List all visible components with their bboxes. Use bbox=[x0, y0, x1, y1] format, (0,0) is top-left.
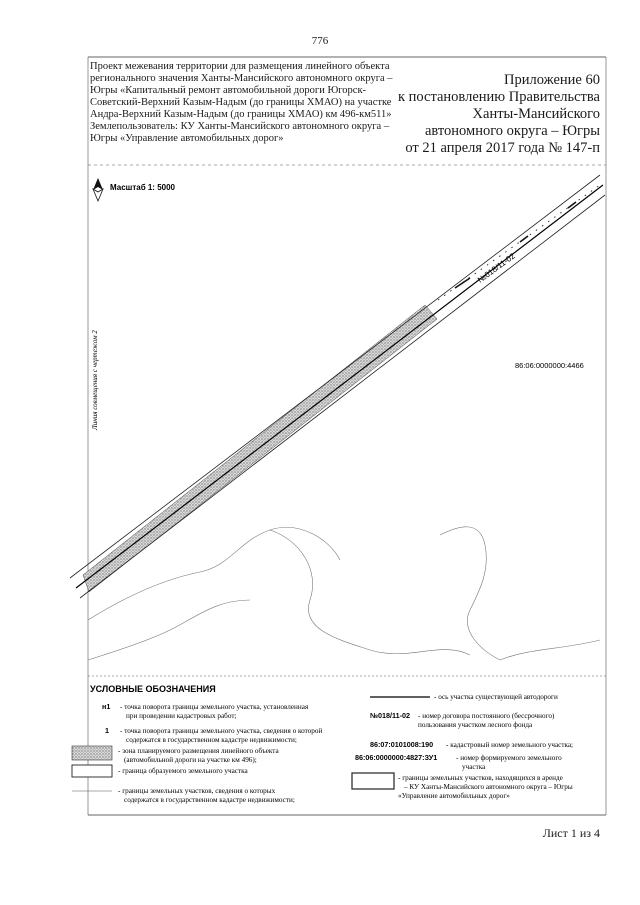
planned-road-zone bbox=[83, 305, 437, 592]
legend-right-item-1: - ось участка существующей автодороги bbox=[434, 693, 558, 701]
legend-item-3-line-1: - зона планируемого размещения линейного объекта bbox=[118, 747, 279, 755]
legend-right-code-4: 86:06:0000000:4827:ЗУ1 bbox=[355, 753, 438, 762]
legend-marker-1: 1 bbox=[105, 726, 109, 735]
road-axis-line bbox=[76, 185, 603, 588]
page-number: 776 bbox=[311, 35, 329, 47]
project-title: Проект межевания территории для размещения линейного объекта регионального значения Ханты-Мансийского автономного округа – Югры «Капитальный ремонт автомобильной дороги Югорск-Советский-Верхний Казым-Надым (до границы ХМАО) на участке Андра-Верхний Казым-Надым (до границы ХМАО) км 496-км511» bbox=[90, 61, 393, 120]
legend-right-code-3: 86:07:0101008:190 bbox=[370, 740, 434, 749]
legend-item-4-line-1: - граница образуемого земельного участка bbox=[118, 767, 248, 775]
legend-marker-n1: н1 bbox=[102, 702, 111, 711]
legend-right-item-5-line-2: – КУ Ханты-Мансийского автономного округа – Югры bbox=[404, 783, 573, 791]
match-line-label: Линия совмещения с чертежом 2 bbox=[91, 330, 99, 430]
lease-number-label: №018/11-02 bbox=[475, 251, 517, 285]
legend-lease-swatch bbox=[352, 773, 394, 789]
legend-right-item-4-line-1: - номер формируемого земельного bbox=[456, 754, 562, 762]
legend-right-item-2-line-2: пользования участком лесного фонда bbox=[418, 721, 533, 729]
legend-item-2-line-1: - точка поворота границы земельного участка, сведения о которой bbox=[120, 727, 323, 735]
legend-item-1-line-2: при проведении кадастровых работ; bbox=[126, 712, 237, 720]
appendix-line-2: к постановлению Правительства bbox=[398, 89, 600, 105]
legend-title: УСЛОВНЫЕ ОБОЗНАЧЕНИЯ bbox=[90, 684, 216, 694]
legend-item-1-line-1: - точка поворота границы земельного участка, установленная bbox=[120, 703, 309, 711]
legend-item-2-line-2: содержатся в государственном кадастре недвижимости; bbox=[126, 736, 297, 744]
appendix-line-3: Ханты-Мансийского bbox=[472, 106, 600, 122]
contour-line-5 bbox=[500, 640, 600, 660]
scale-label: Масштаб 1: 5000 bbox=[110, 183, 175, 192]
legend-right-item-5-line-1: - границы земельных участков, находящихся в аренде bbox=[398, 774, 563, 782]
legend-parcel-swatch bbox=[72, 765, 112, 777]
legend-right-code-2: №018/11-02 bbox=[370, 711, 410, 720]
cadastral-number-label: 86:06:0000000:4466 bbox=[515, 361, 584, 370]
appendix-line-4: автономного округа – Югры bbox=[424, 123, 600, 139]
contour-line-4 bbox=[440, 527, 500, 660]
parcel-tick-2 bbox=[520, 236, 528, 242]
legend-right-item-5-line-3: «Управление автомобильных дорог» bbox=[398, 792, 510, 800]
contour-line-3 bbox=[270, 530, 470, 655]
lease-boundary-south bbox=[80, 195, 605, 598]
legend-right-item-2-line-1: - номер договора постоянного (бессрочного) bbox=[418, 712, 555, 720]
lease-boundary-north bbox=[70, 175, 600, 578]
legend-hatch-swatch bbox=[72, 746, 112, 760]
north-arrow-icon bbox=[93, 178, 103, 201]
sheet-number: Лист 1 из 4 bbox=[542, 826, 600, 840]
appendix-line-1: Приложение 60 bbox=[504, 72, 600, 88]
contour-line-2 bbox=[88, 600, 250, 660]
legend-item-3-line-2: (автомобильной дороги на участке км 496); bbox=[124, 756, 257, 764]
legend-right-item-3-line-1: - кадастровый номер земельного участка; bbox=[446, 741, 574, 749]
appendix-line-5: от 21 апреля 2017 года № 147-п bbox=[405, 140, 600, 156]
land-user: Землепользователь: КУ Ханты-Мансийского автономного округа – Югры «Управление автомобильных дорог» bbox=[90, 121, 390, 144]
legend-item-5-line-2: содержатся в государственном кадастре недвижимости; bbox=[124, 796, 295, 804]
legend-right-item-4-line-2: участка bbox=[462, 763, 486, 771]
legend-item-5-line-1: - границы земельных участков, сведения о которых bbox=[118, 787, 276, 795]
